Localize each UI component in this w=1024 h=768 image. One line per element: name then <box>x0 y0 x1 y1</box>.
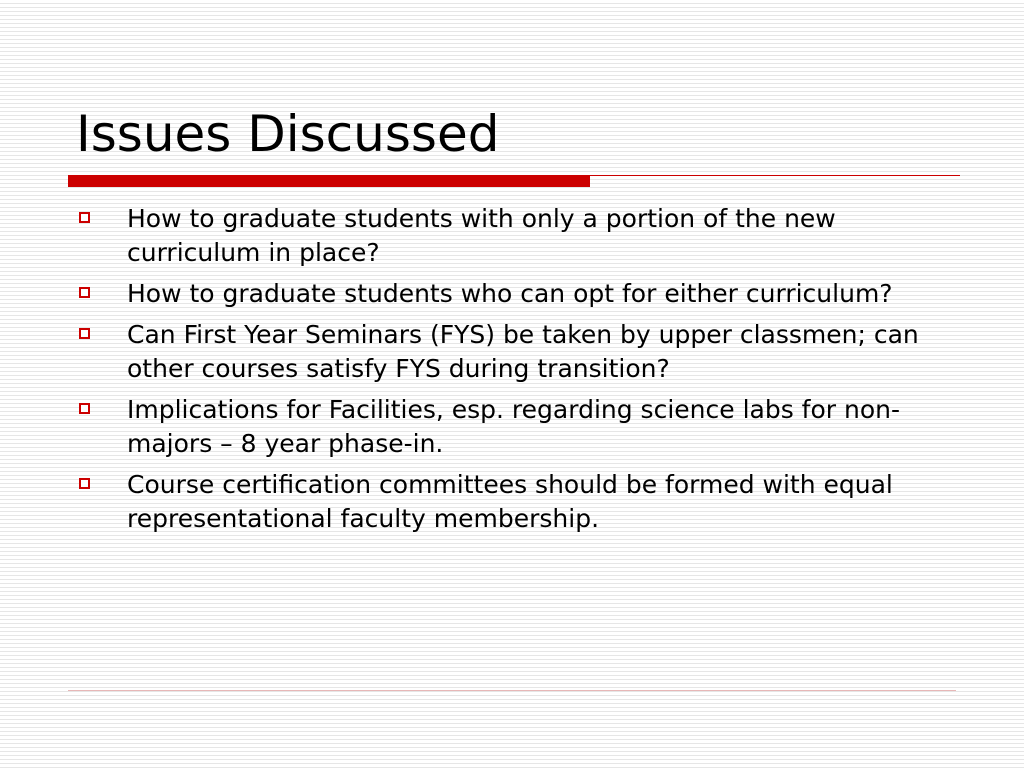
hollow-square-icon <box>79 403 90 414</box>
hollow-square-icon <box>79 328 90 339</box>
bullet-text: Can First Year Seminars (FYS) be taken by upper classmen; can other courses satisfy FYS during transition? <box>127 320 919 383</box>
footer-divider <box>68 690 956 691</box>
bullet-text: Course certification committees should be formed with equal representational faculty membership. <box>127 470 893 533</box>
bullet-item <box>76 277 956 311</box>
title-underline-thick <box>68 175 590 187</box>
hollow-square-icon <box>79 287 90 298</box>
bullet-text: Implications for Facilities, esp. regarding science labs for non-majors – 8 year phase-in. <box>127 395 900 458</box>
bullet-text: How to graduate students who can opt for either curriculum? <box>127 279 893 308</box>
slide-title: Issues Discussed <box>76 105 500 163</box>
bullet-item <box>76 393 956 461</box>
bullet-text: How to graduate students with only a portion of the new curriculum in place? <box>127 204 836 267</box>
title-underline-thin <box>590 175 960 176</box>
bullet-item <box>76 468 956 536</box>
hollow-square-icon <box>79 478 90 489</box>
bullet-item <box>76 318 956 386</box>
bullet-list <box>76 202 956 543</box>
hollow-square-icon <box>79 212 90 223</box>
bullet-item <box>76 202 956 270</box>
